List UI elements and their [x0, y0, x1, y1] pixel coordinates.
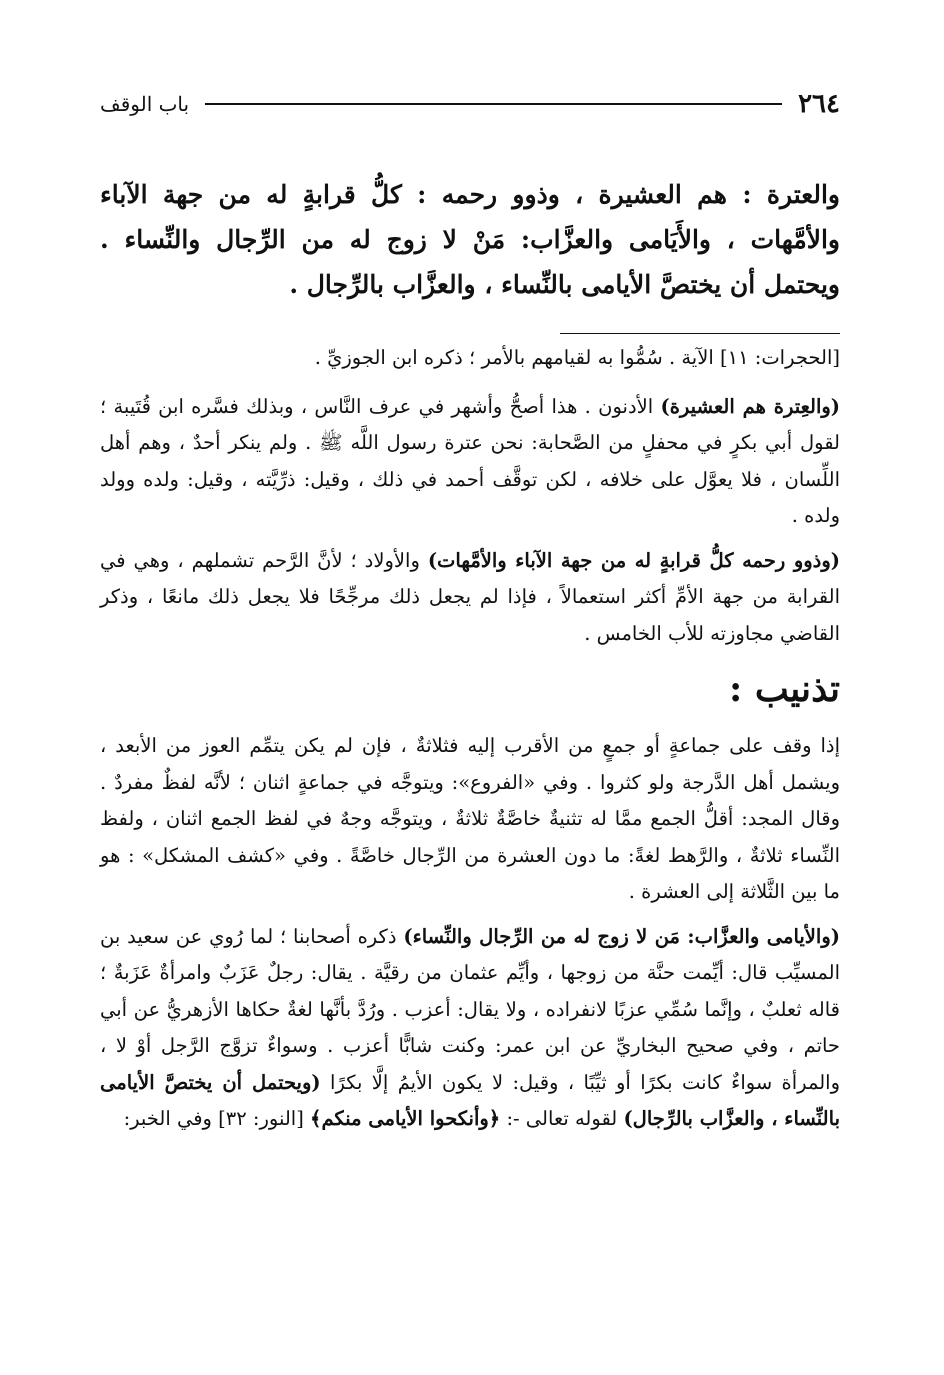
commentary-paragraph-3: إذا وقف على جماعةٍ أو جمعٍ من الأقرب إليه فثلاثةٌ ، فإن لم يكن يتمِّم العوز من الأبعد ، ويشمل أهل الدَّرجة ولو كثروا . وفي «الفروع»: ويتوجَّه في جماعةٍ اثنان ؛ لأنَّه لفظٌ مفردٌ . وقال المجد: أقلُّ الجمع ممَّا له تثنيةٌ خاصَّةٌ ثلاثةٌ ، ويتوجَّه وجهٌ في لفظ الجمع اثنان ، ولفظ النِّساء ثلاثةٌ ، والرَّهط لغةً: ما دون العشرة من الرِّجال خاصَّةً . وفي «كشف المشكل» : هو ما بين الثَّلاثة إلى العشرة .	[100, 734, 840, 903]
quoted-phrase: (والعِترة هم العشيرة)	[660, 394, 840, 418]
commentary-text: لقوله تعالى -:	[500, 1107, 624, 1130]
page-number: ٢٦٤	[798, 89, 840, 119]
commentary-paragraph-2	[100, 543, 840, 653]
commentary-text: والأولاد ؛ لأنَّ الرَّحم تشملهم ، وهي في القرابة من جهة الأمِّ أكثر استعمالاً ، فإذا لم يجعل ذلك مرجِّحًا فلا يجعل ذلك مانعًا ، وذكر القاضي مجاوزته للأب الخامس .	[100, 548, 840, 645]
commentary-paragraph-4	[100, 919, 840, 1138]
commentary	[100, 340, 840, 1146]
commentary-text: [النور: ٣٢] وفي الخبر:	[123, 1107, 311, 1130]
page-header	[100, 84, 840, 124]
quoted-phrase: (والأيامى والعزَّاب: مَن لا زوج له من الرِّجال والنِّساء)	[403, 924, 840, 948]
quran-quote: ﴿وأنكحوا الأيامى منكم﴾	[310, 1107, 501, 1130]
commentary-text: الأدنون . هذا أصحُّ وأشهر في عرف النَّاس ، وبذلك فسَّره ابن قُتَيبة ؛ لقول أبي بكرٍ في محفلٍ من الصَّحابة: نحن عترة رسول اللَّه ﷺ . ولم ينكر أحدٌ ، وهم أهل اللِّسان ، فلا يعوَّل على خلافه ، لكن توقَّف أحمد في ذلك ، وقيل: ذرِّيَّته ، وقيل: ولده وولد ولده .	[100, 394, 840, 527]
commentary-text: ذكره أصحابنا ؛ لما رُوي عن سعيد بن المسيِّب قال: أيِّمت حنَّة من زوجها ، وأيِّم عثمان من رقيَّة . يقال: رجلٌ عَزَبٌ وامرأةٌ عَزَبةٌ ؛ قاله ثعلبٌ ، وإنَّما سُمِّي عزبًا لانفراده ، ولا يقال: أعزب . ورُدَّ بأنَّها لغةٌ حكاها الأزهريُّ عن أبي حاتم ، وفي صحيح البخاريِّ عن ابن عمر: وكنت شابًّا أعزب . وسواءٌ تزوَّج الرَّجل أوْ لا ، والمرأة سواءٌ كانت بكرًا أو ثيِّبًا ، وقيل: لا يكون الأيمُ إلَّا بكرًا	[100, 924, 840, 1094]
main-text	[100, 172, 840, 307]
commentary-continuation: [الحجرات: ١١] الآية . سُمُّوا به لقيامهم بالأمر ؛ ذكره ابن الجوزيِّ .	[314, 346, 840, 369]
chapter-title: باب الوقف	[100, 92, 190, 116]
quoted-phrase: (وذوو رحمه كلُّ قرابةٍ له من جهة الآباء والأمَّهات)	[427, 548, 840, 572]
quoted-phrase: (ويحتمل أن يختصَّ الأيامى بالنِّساء ، والعزَّاب بالرِّجال)	[100, 1070, 840, 1130]
footnote-separator	[560, 333, 840, 334]
section-heading: تذنيب :	[729, 668, 840, 710]
commentary-paragraph-1	[100, 389, 840, 535]
main-text-paragraph: والعترة : هم العشيرة ، وذوو رحمه : كلُّ قرابةٍ له من جهة الآباء والأمَّهات ، والأَيَامى والعزَّاب: مَنْ لا زوج له من الرِّجال والنِّساء . ويحتمل أن يختصَّ الأيامى بالنِّساء ، والعزَّاب بالرِّجال .	[100, 180, 840, 299]
header-rule	[205, 103, 782, 105]
